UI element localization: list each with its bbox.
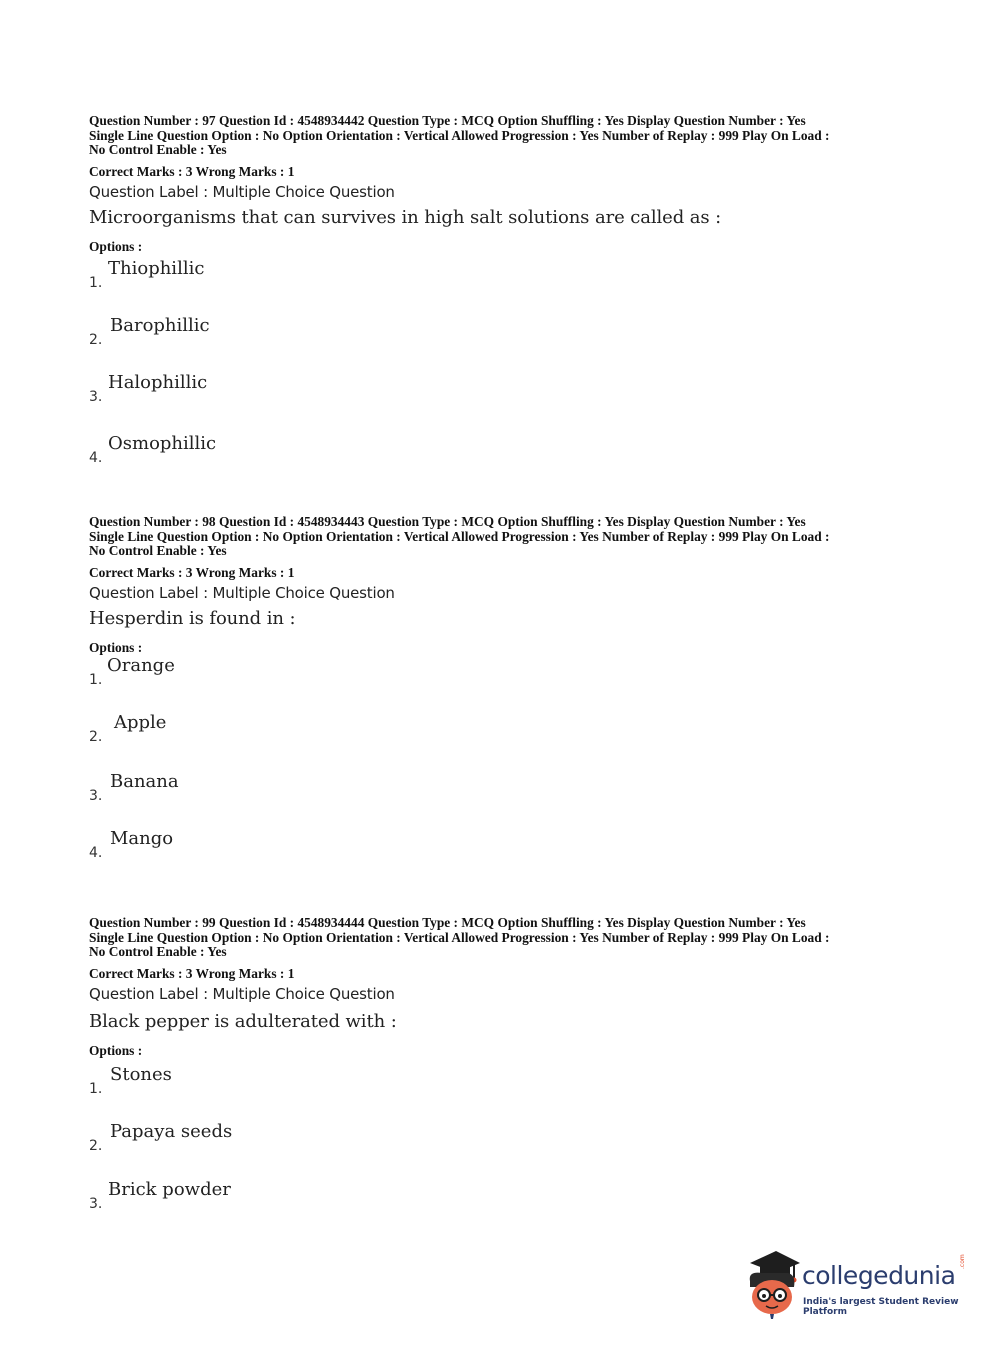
question-marks: Correct Marks : 3 Wrong Marks : 1 — [89, 965, 295, 981]
option-text: Barophillic — [110, 314, 210, 336]
options-list — [89, 1064, 919, 1236]
question-text: Hesperdin is found in : — [89, 607, 296, 629]
question-label: Question Label : Multiple Choice Question — [89, 182, 395, 201]
option-item[interactable] — [89, 828, 919, 885]
option-number: 1. — [89, 274, 103, 291]
option-item[interactable] — [89, 771, 919, 828]
option-text: Banana — [110, 770, 179, 792]
question-meta-line: No Control Enable : Yes — [89, 142, 227, 157]
option-text: Orange — [107, 654, 175, 676]
option-number: 2. — [89, 1137, 103, 1154]
logo-tagline: India's largest Student Review Platform — [803, 1297, 959, 1317]
option-item[interactable] — [89, 433, 919, 490]
question-label: Question Label : Multiple Choice Question — [89, 984, 395, 1003]
option-item[interactable] — [89, 1179, 919, 1236]
question-marks: Correct Marks : 3 Wrong Marks : 1 — [89, 163, 295, 179]
collegedunia-logo[interactable] — [742, 1249, 972, 1319]
option-number: 4. — [89, 844, 103, 861]
option-number: 2. — [89, 331, 103, 348]
question-block-97 — [89, 114, 919, 490]
question-meta-line: Single Line Question Option : No Option Orientation : Vertical Allowed Progression : Yes Number of Replay : 999 Play On Load : — [89, 528, 830, 544]
question-meta-line: Single Line Question Option : No Option Orientation : Vertical Allowed Progression : Yes Number of Replay : 999 Play On Load : — [89, 127, 830, 143]
question-text: Black pepper is adulterated with : — [89, 1010, 397, 1032]
option-item[interactable] — [89, 712, 919, 769]
option-item[interactable] — [89, 372, 919, 429]
options-heading: Options : — [89, 238, 143, 254]
student-mascot-icon — [742, 1249, 804, 1319]
question-marks: Correct Marks : 3 Wrong Marks : 1 — [89, 564, 295, 580]
question-meta-line: Question Number : 98 Question Id : 4548934443 Question Type : MCQ Option Shuffling : Yes Display Question Number : Yes — [89, 514, 806, 529]
options-list — [89, 655, 919, 885]
question-meta-line: No Control Enable : Yes — [89, 543, 227, 558]
question-meta-line: Question Number : 99 Question Id : 4548934444 Question Type : MCQ Option Shuffling : Yes Display Question Number : Yes — [89, 915, 806, 930]
options-heading: Options : — [89, 1042, 143, 1058]
option-number: 3. — [89, 388, 103, 405]
options-list — [89, 258, 919, 490]
question-meta-line: Single Line Question Option : No Option Orientation : Vertical Allowed Progression : Yes Number of Replay : 999 Play On Load : — [89, 929, 830, 945]
option-text: Papaya seeds — [110, 1120, 233, 1142]
question-meta-line: Question Number : 97 Question Id : 4548934442 Question Type : MCQ Option Shuffling : Yes Display Question Number : Yes — [89, 113, 806, 128]
option-text: Halophillic — [108, 371, 208, 393]
question-block-99 — [89, 916, 919, 1236]
option-text: Brick powder — [108, 1178, 231, 1200]
logo-com-suffix: .com — [959, 1254, 966, 1269]
question-meta-line: No Control Enable : Yes — [89, 944, 227, 959]
option-text: Apple — [114, 711, 167, 733]
option-text: Mango — [110, 827, 174, 849]
option-text: Thiophillic — [108, 257, 205, 279]
option-number: 1. — [89, 1080, 103, 1097]
option-number: 4. — [89, 449, 103, 466]
question-label: Question Label : Multiple Choice Question — [89, 583, 395, 602]
option-item[interactable] — [89, 1064, 919, 1121]
option-text: Osmophillic — [108, 432, 217, 454]
logo-wordmark: collegedunia — [802, 1261, 956, 1290]
option-item[interactable] — [89, 315, 919, 372]
option-item[interactable] — [89, 1121, 919, 1178]
question-text: Microorganisms that can survives in high salt solutions are called as : — [89, 206, 722, 228]
option-item[interactable] — [89, 258, 919, 315]
option-item[interactable] — [89, 655, 919, 712]
question-block-98 — [89, 515, 919, 885]
option-number: 2. — [89, 728, 103, 745]
option-number: 3. — [89, 1195, 103, 1212]
option-text: Stones — [110, 1063, 172, 1085]
option-number: 1. — [89, 671, 103, 688]
options-heading: Options : — [89, 639, 143, 655]
option-number: 3. — [89, 787, 103, 804]
